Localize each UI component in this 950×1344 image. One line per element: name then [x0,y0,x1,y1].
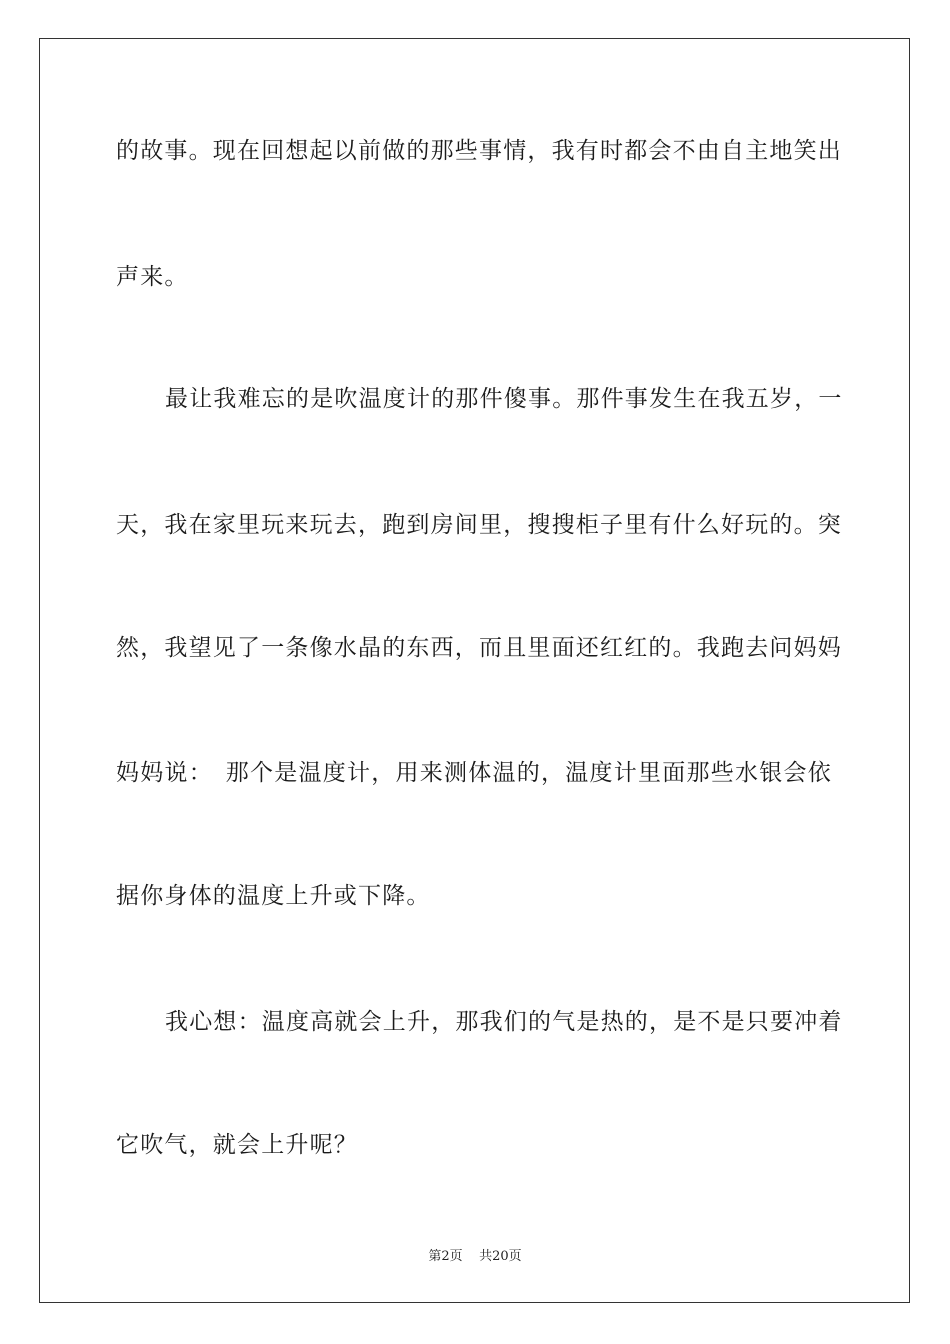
page-border [39,38,910,1303]
page-number: 第2页 [428,1249,463,1264]
body-text-line: 然，我望见了一条像水晶的东西，而且里面还红红的。我跑去问妈妈 [116,635,842,661]
body-text-line: 天，我在家里玩来玩去，跑到房间里，搜搜柜子里有什么好玩的。突 [116,512,842,538]
paragraph-start-line: 我心想：温度高就会上升，那我们的气是热的，是不是只要冲着 [165,1009,843,1035]
body-text-line: 它吹气，就会上升呢？ [116,1132,358,1158]
body-text-line: 声来。 [116,264,189,290]
page-footer [0,1248,950,1266]
body-text-line: 妈妈说： 那个是温度计，用来测体温的，温度计里面那些水银会依 [116,760,832,786]
body-text-line: 据你身体的温度上升或下降。 [116,883,431,909]
paragraph-start-line: 最让我难忘的是吹温度计的那件傻事。那件事发生在我五岁，一 [165,386,843,412]
page-total: 共20页 [479,1249,522,1264]
body-text-line: 的故事。现在回想起以前做的那些事情，我有时都会不由自主地笑出 [116,138,842,164]
